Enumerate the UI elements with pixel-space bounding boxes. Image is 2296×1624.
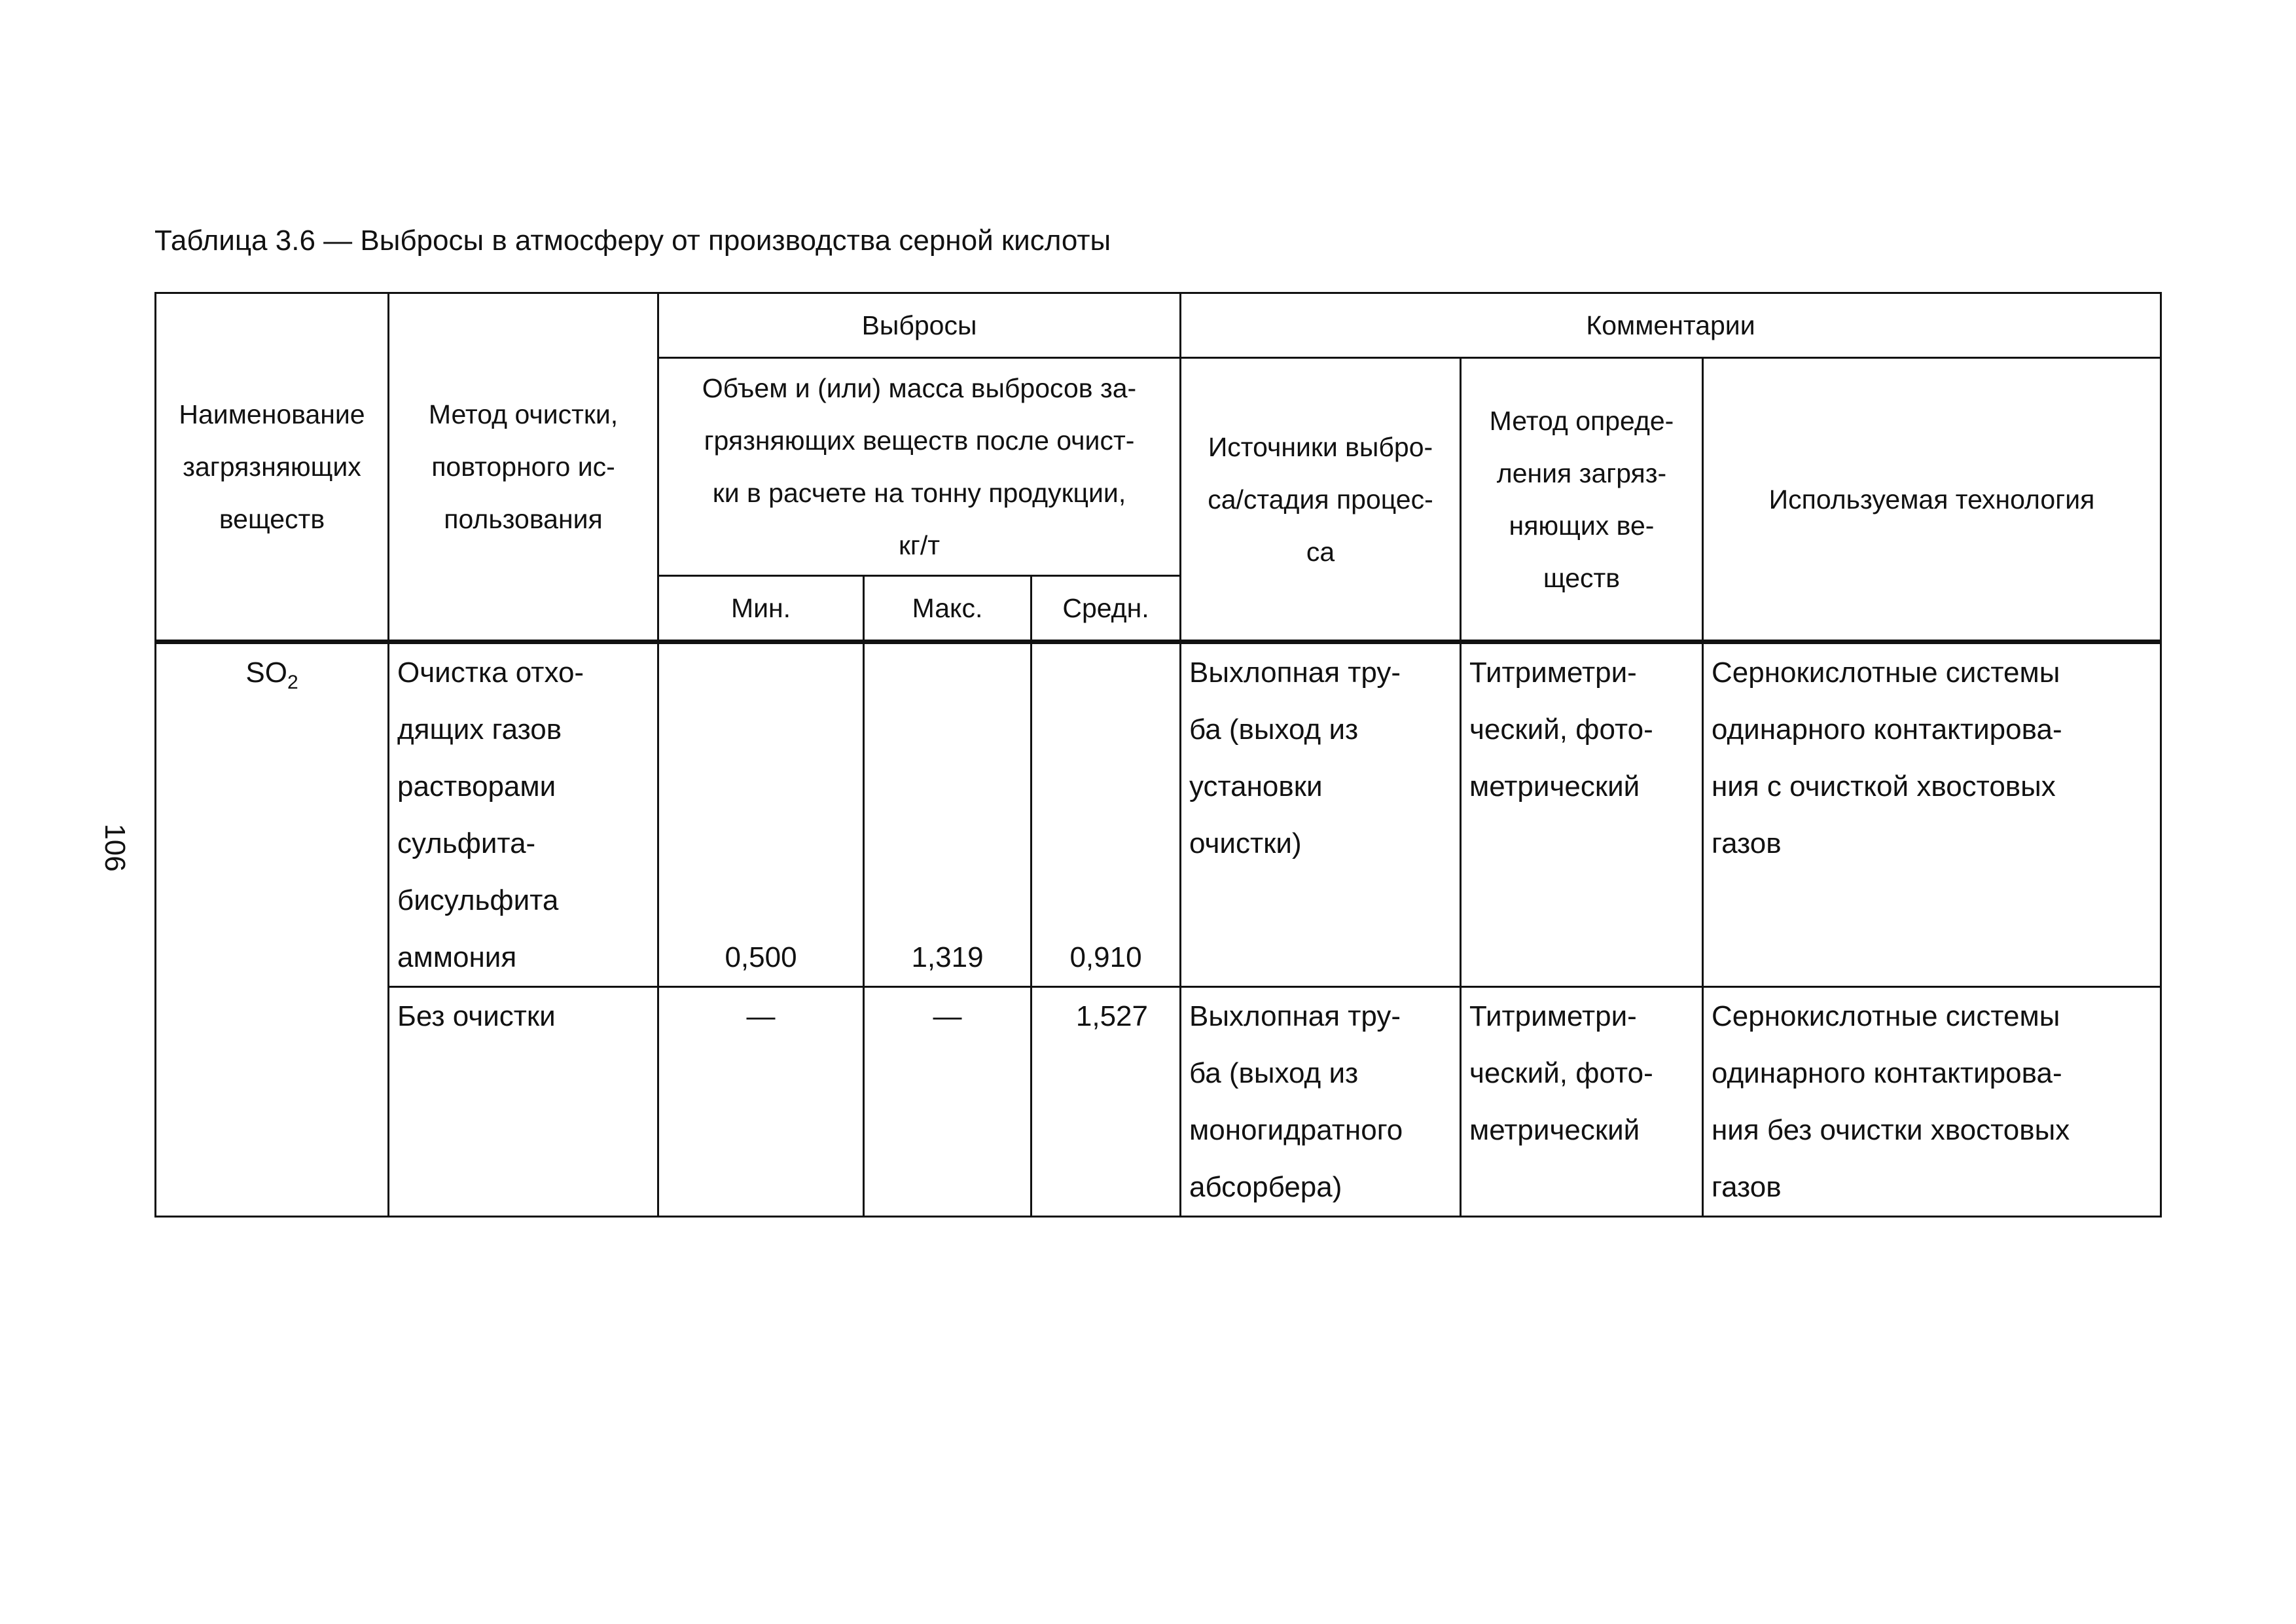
- emissions-table: [154, 292, 2162, 1218]
- header-determination-method: Метод опреде- ления загряз- няющих ве- ществ: [1461, 358, 1703, 642]
- header-comments: Комментарии: [1181, 293, 2161, 358]
- table-caption: Таблица 3.6 — Выбросы в атмосферу от производства серной кислоты: [154, 225, 1111, 257]
- header-min: Мин.: [658, 576, 864, 642]
- header-emissions-volume: Объем и (или) масса выбросов за- грязняющих веществ после очист- ки в расчете на тонну продукции, кг/т: [658, 358, 1181, 576]
- method-cell: Без очистки: [389, 987, 658, 1217]
- header-pollutant: Наименование загрязняющих веществ: [156, 293, 389, 642]
- max-cell: 1,319: [864, 642, 1031, 987]
- determination-cell: Титриметри- ческий, фото- метрический: [1461, 987, 1703, 1217]
- avg-cell: 0,910: [1031, 642, 1181, 987]
- header-emissions: Выбросы: [658, 293, 1181, 358]
- technology-cell: Сернокислотные системы одинарного контактирова- ния с очисткой хвостовых газов: [1703, 642, 2161, 987]
- method-cell: Очистка отхо- дящих газов растворами сульфита- бисульфита аммония: [389, 642, 658, 987]
- max-cell: —: [864, 987, 1031, 1217]
- header-max: Макс.: [864, 576, 1031, 642]
- min-cell: —: [658, 987, 864, 1217]
- header-avg: Средн.: [1031, 576, 1181, 642]
- table-row: [156, 642, 2161, 987]
- avg-cell: 1,527: [1031, 987, 1181, 1217]
- determination-cell: Титриметри- ческий, фото- метрический: [1461, 642, 1703, 987]
- source-cell: Выхлопная тру- ба (выход из установки очистки): [1181, 642, 1461, 987]
- page-number: 106: [99, 823, 131, 872]
- table-row: [156, 987, 2161, 1217]
- min-cell: 0,500: [658, 642, 864, 987]
- header-method: Метод очистки, повторного ис- пользования: [389, 293, 658, 642]
- header-sources: Источники выбро- са/стадия процес- са: [1181, 358, 1461, 642]
- pollutant-cell: $SO_2$: [156, 642, 389, 1217]
- technology-cell: Сернокислотные системы одинарного контактирова- ния без очистки хвостовых газов: [1703, 987, 2161, 1217]
- source-cell: Выхлопная тру- ба (выход из моногидратного абсорбера): [1181, 987, 1461, 1217]
- header-technology: Используемая технология: [1703, 358, 2161, 642]
